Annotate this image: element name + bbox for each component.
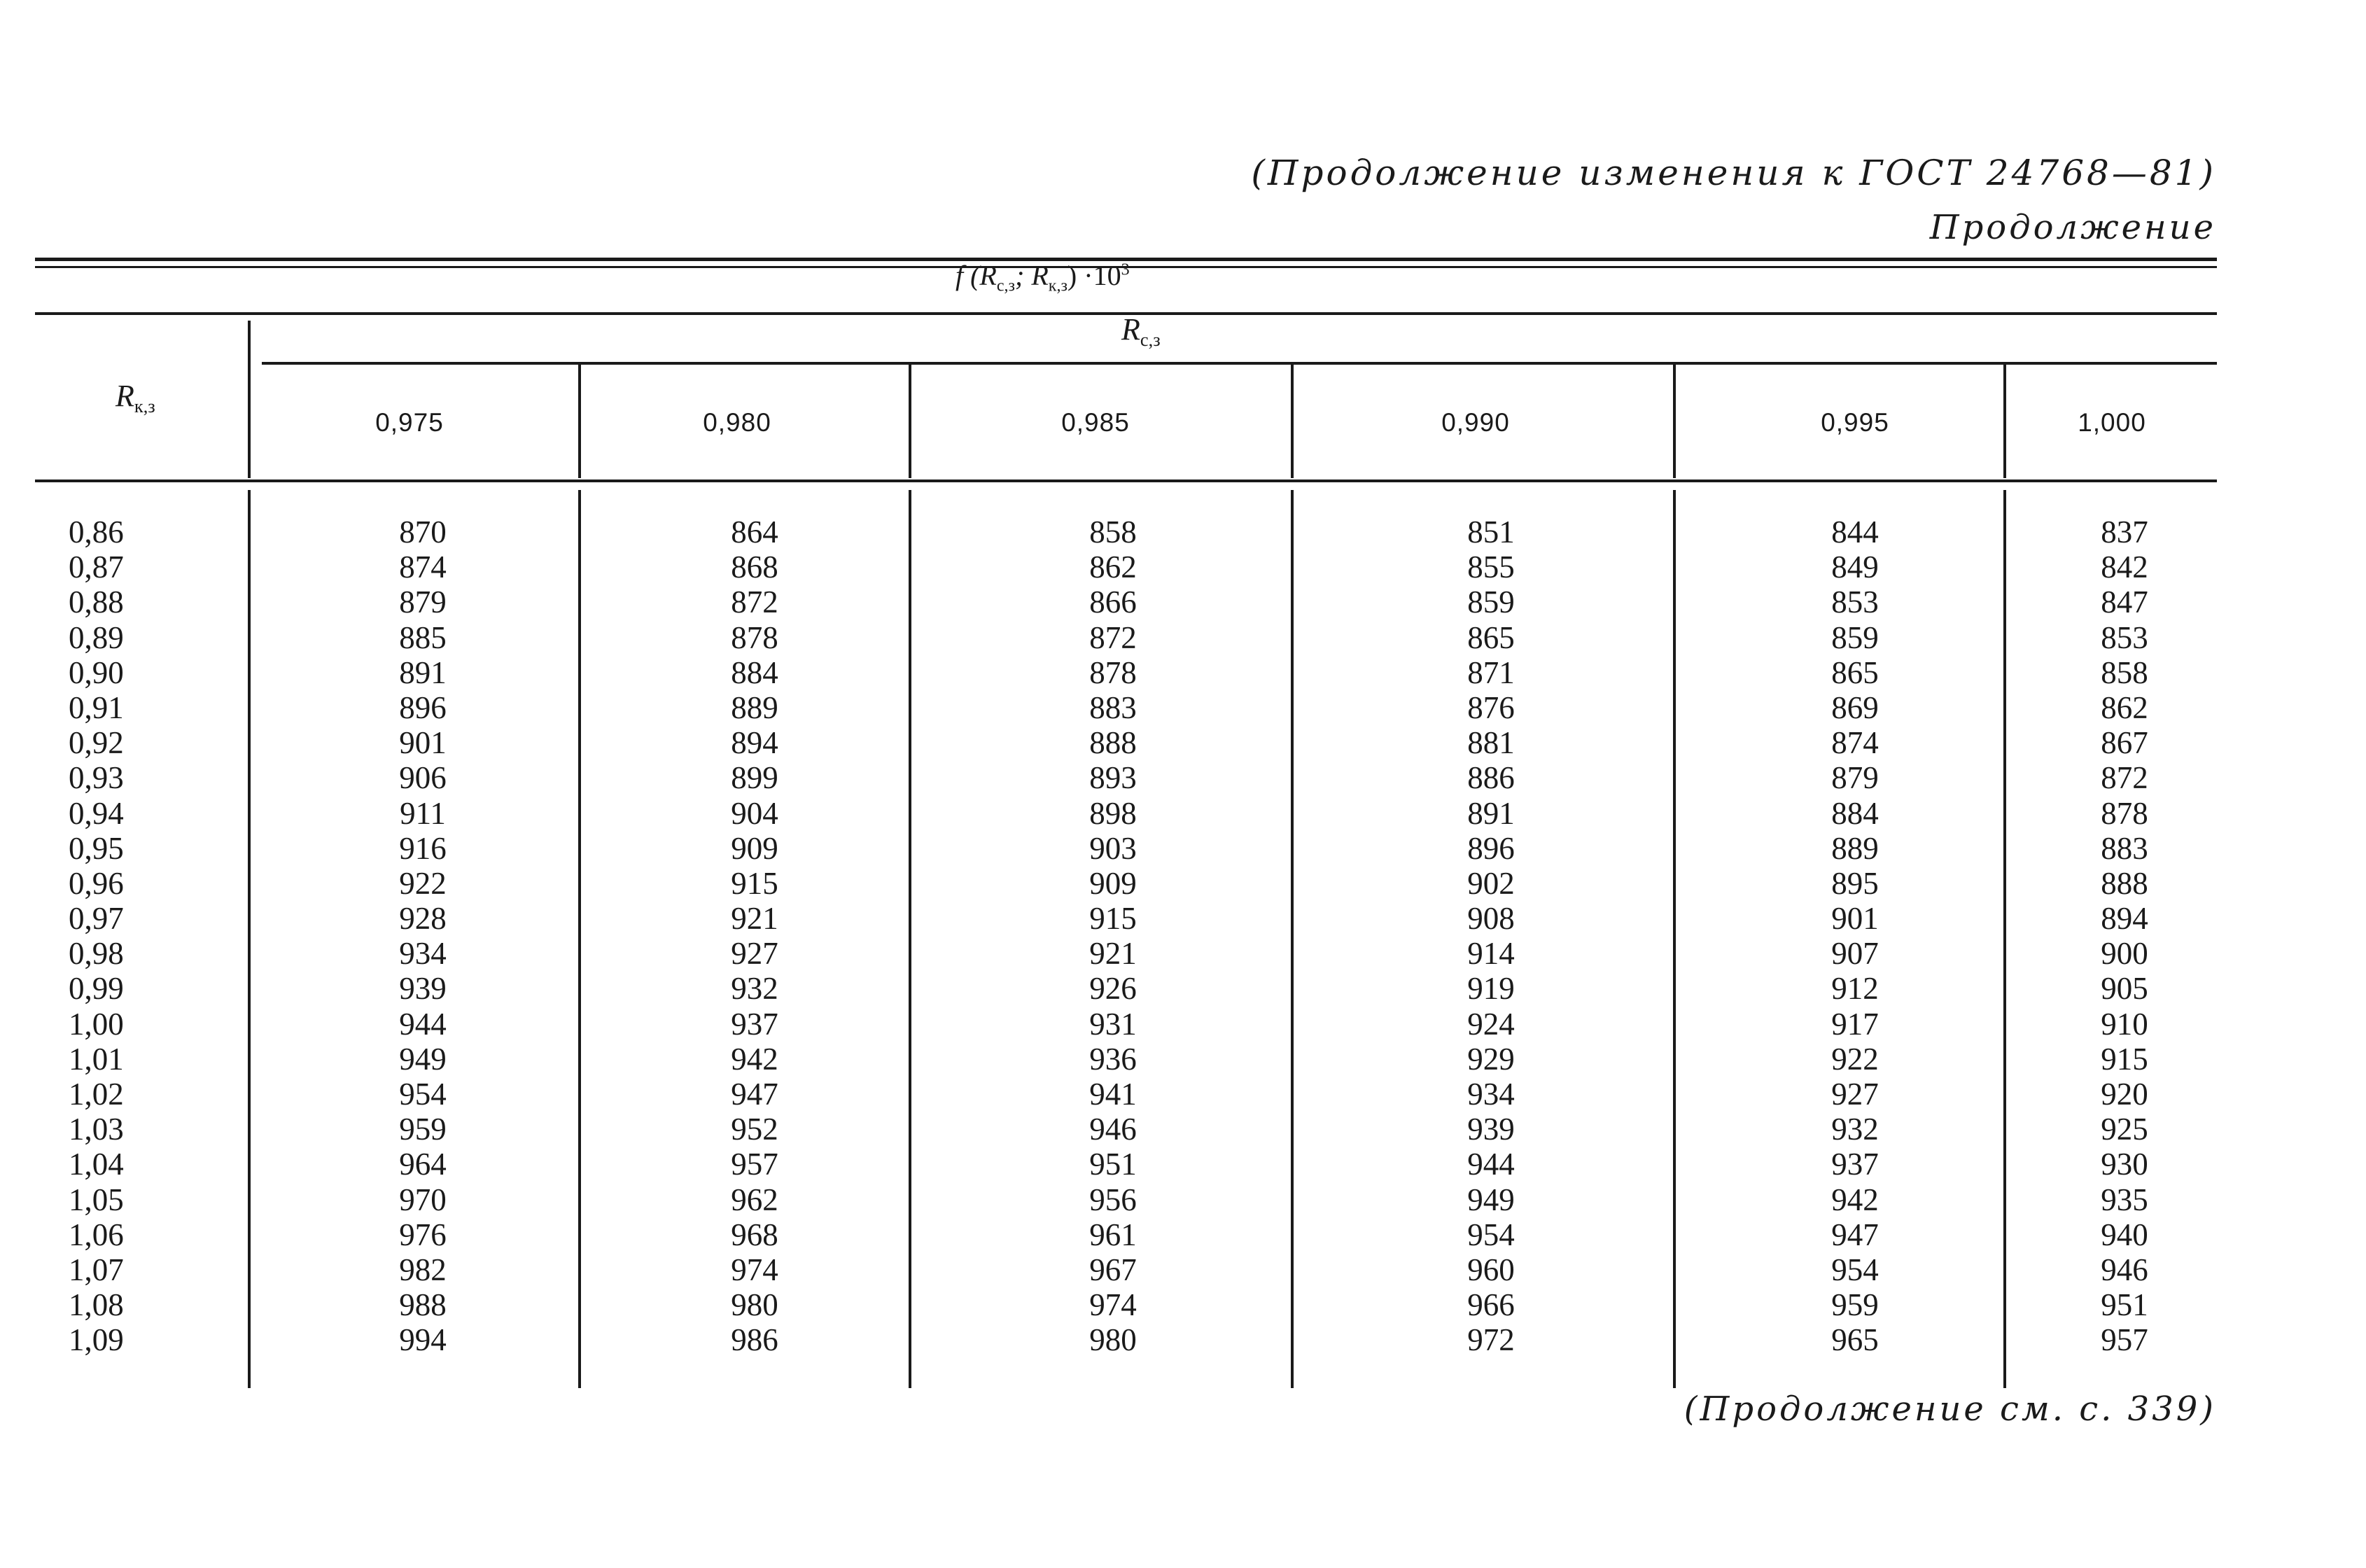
row-label: 0,87 — [69, 550, 124, 585]
row-label: 0,93 — [69, 760, 124, 796]
table-cell: 951 — [1089, 1147, 1137, 1182]
column-header: 0,980 — [703, 408, 771, 437]
table-cell: 954 — [1831, 1252, 1879, 1287]
table-cell: 879 — [1831, 760, 1879, 796]
row-header-divider — [248, 321, 251, 478]
table-cell: 855 — [1467, 550, 1515, 585]
table-cell: 928 — [399, 901, 447, 937]
table-cell: 894 — [2101, 901, 2148, 937]
table-cell: 881 — [1467, 725, 1515, 761]
table-cell: 849 — [1831, 550, 1879, 585]
table-cell: 885 — [399, 620, 447, 655]
table-cell: 889 — [1831, 830, 1879, 866]
table-cell: 872 — [731, 584, 778, 620]
row-label: 0,90 — [69, 654, 124, 690]
function-sub-2: к,з — [1048, 276, 1068, 295]
row-label: 1,05 — [69, 1182, 124, 1217]
table-cell: 954 — [1467, 1217, 1515, 1252]
row-label: 0,98 — [69, 936, 124, 972]
column-divider-body — [1673, 490, 1676, 1388]
column-divider-body — [2003, 490, 2006, 1388]
table-cell: 942 — [1831, 1182, 1879, 1217]
table-cell: 959 — [399, 1112, 447, 1147]
table-cell: 941 — [1089, 1077, 1137, 1112]
table-cell: 935 — [2101, 1182, 2148, 1217]
table-cell: 994 — [399, 1322, 447, 1358]
function-name: f (R — [955, 260, 997, 291]
column-header: 1,000 — [2078, 408, 2146, 437]
row-label: 1,03 — [69, 1112, 124, 1147]
value-column — [1400, 514, 1582, 1358]
row-label: 1,00 — [69, 1006, 124, 1042]
table-cell: 968 — [731, 1217, 778, 1252]
table-cell: 980 — [731, 1287, 778, 1323]
table-cell: 874 — [399, 550, 447, 585]
table-cell: 940 — [2101, 1217, 2148, 1252]
column-header: 0,990 — [1441, 408, 1510, 437]
table-cell: 851 — [1467, 514, 1515, 550]
table-cell: 954 — [399, 1077, 447, 1112]
row-label: 0,94 — [69, 795, 124, 831]
table-cell: 871 — [1467, 654, 1515, 690]
row-label: 0,99 — [69, 971, 124, 1007]
row-header — [115, 378, 155, 417]
table-cell: 966 — [1467, 1287, 1515, 1323]
table-cell: 888 — [2101, 865, 2148, 901]
table-cell: 884 — [1831, 795, 1879, 831]
table-cell: 886 — [1467, 760, 1515, 796]
table-cell: 931 — [1089, 1006, 1137, 1042]
table-cell: 862 — [1089, 550, 1137, 585]
table-cell: 859 — [1467, 584, 1515, 620]
table-cell: 952 — [731, 1112, 778, 1147]
table-cell: 865 — [1831, 654, 1879, 690]
table-cell: 837 — [2101, 514, 2148, 550]
table-cell: 960 — [1467, 1252, 1515, 1287]
table-cell: 864 — [731, 514, 778, 550]
table-cell: 959 — [1831, 1287, 1879, 1323]
table-cell: 916 — [399, 830, 447, 866]
table-cell: 961 — [1089, 1217, 1137, 1252]
table-cell: 888 — [1089, 725, 1137, 761]
value-column — [1022, 514, 1204, 1358]
table-cell: 932 — [1831, 1112, 1879, 1147]
table-cell: 853 — [1831, 584, 1879, 620]
table-cell: 964 — [399, 1147, 447, 1182]
table-cell: 858 — [2101, 654, 2148, 690]
column-divider — [578, 364, 581, 478]
function-sub-1: с,з — [996, 276, 1016, 295]
row-label: 0,95 — [69, 830, 124, 866]
table-cell: 937 — [1831, 1147, 1879, 1182]
row-label: 0,91 — [69, 690, 124, 725]
table-cell: 894 — [731, 725, 778, 761]
table-cell: 876 — [1467, 690, 1515, 725]
table-cell: 922 — [1831, 1041, 1879, 1077]
table-cell: 949 — [1467, 1182, 1515, 1217]
table-cell: 919 — [1467, 971, 1515, 1007]
row-header-sub: к,з — [134, 396, 155, 417]
table-cell: 907 — [1831, 936, 1879, 972]
row-label: 0,97 — [69, 901, 124, 937]
table-cell: 883 — [2101, 830, 2148, 866]
table-cell: 924 — [1467, 1006, 1515, 1042]
table-cell: 842 — [2101, 550, 2148, 585]
row-labels-column — [69, 514, 124, 1358]
table-cell: 904 — [731, 795, 778, 831]
table-cell: 911 — [400, 795, 446, 831]
table-cell: 899 — [731, 760, 778, 796]
function-separator: ; R — [1015, 260, 1049, 291]
table-cell: 884 — [731, 654, 778, 690]
table-cell: 883 — [1089, 690, 1137, 725]
row-label: 1,08 — [69, 1287, 124, 1323]
table-cell: 970 — [399, 1182, 447, 1217]
table-cell: 896 — [1467, 830, 1515, 866]
table-cell: 909 — [731, 830, 778, 866]
row-header-base: R — [115, 379, 134, 413]
row-label: 0,92 — [69, 725, 124, 761]
column-divider-body — [1291, 490, 1294, 1388]
table-cell: 957 — [731, 1147, 778, 1182]
table-cell: 929 — [1467, 1041, 1515, 1077]
table-cell: 949 — [399, 1041, 447, 1077]
table-cell: 869 — [1831, 690, 1879, 725]
row-label: 1,07 — [69, 1252, 124, 1287]
table-cell: 865 — [1467, 620, 1515, 655]
table-cell: 947 — [1831, 1217, 1879, 1252]
table-cell: 878 — [2101, 795, 2148, 831]
table-cell: 988 — [399, 1287, 447, 1323]
table-cell: 914 — [1467, 936, 1515, 972]
table-cell: 912 — [1831, 971, 1879, 1007]
table-cell: 889 — [731, 690, 778, 725]
table-cell: 900 — [2101, 936, 2148, 972]
column-divider-body — [578, 490, 581, 1388]
table-cell: 893 — [1089, 760, 1137, 796]
table-cell: 847 — [2101, 584, 2148, 620]
table-cell: 872 — [1089, 620, 1137, 655]
column-divider — [1291, 364, 1294, 478]
table-cell: 915 — [2101, 1041, 2148, 1077]
value-column — [2033, 514, 2216, 1358]
table-cell: 951 — [2101, 1287, 2148, 1323]
table-cell: 967 — [1089, 1252, 1137, 1287]
function-multiplier: ) ·10 — [1067, 260, 1121, 291]
table-cell: 902 — [1467, 865, 1515, 901]
continuation-note: (Продолжение изменения к ГОСТ 24768—81) — [1251, 153, 2216, 193]
group-header-sub: с,з — [1140, 329, 1161, 351]
table-cell: 934 — [399, 936, 447, 972]
table-cell: 976 — [399, 1217, 447, 1252]
table-cell: 944 — [1467, 1147, 1515, 1182]
row-label: 1,02 — [69, 1077, 124, 1112]
table-cell: 962 — [731, 1182, 778, 1217]
table-cell: 896 — [399, 690, 447, 725]
table-cell: 956 — [1089, 1182, 1137, 1217]
table-cell: 946 — [1089, 1112, 1137, 1147]
function-header — [955, 259, 1130, 295]
table-cell: 974 — [731, 1252, 778, 1287]
table-cell: 925 — [2101, 1112, 2148, 1147]
table-cell: 858 — [1089, 514, 1137, 550]
row-header-divider-body — [248, 490, 251, 1388]
table-cell: 915 — [731, 865, 778, 901]
value-column — [332, 514, 514, 1358]
table-cell: 859 — [1831, 620, 1879, 655]
table-cell: 915 — [1089, 901, 1137, 937]
table-cell: 934 — [1467, 1077, 1515, 1112]
table-continued-label: Продолжение — [1929, 208, 2216, 247]
row-label: 1,04 — [69, 1147, 124, 1182]
group-header-base: R — [1121, 312, 1140, 346]
table-cell: 844 — [1831, 514, 1879, 550]
table-cell: 891 — [1467, 795, 1515, 831]
table-cell: 927 — [731, 936, 778, 972]
table-cell: 927 — [1831, 1077, 1879, 1112]
table-cell: 921 — [731, 901, 778, 937]
table-cell: 891 — [399, 654, 447, 690]
table-cell: 926 — [1089, 971, 1137, 1007]
table-cell: 868 — [731, 550, 778, 585]
column-header: 0,975 — [375, 408, 444, 437]
header-bottom-rule — [35, 479, 2217, 482]
table-cell: 905 — [2101, 971, 2148, 1007]
table-cell: 946 — [2101, 1252, 2148, 1287]
table-cell: 942 — [731, 1041, 778, 1077]
table-cell: 932 — [731, 971, 778, 1007]
table-cell: 939 — [399, 971, 447, 1007]
table-cell: 866 — [1089, 584, 1137, 620]
table-cell: 901 — [399, 725, 447, 761]
table-cell: 853 — [2101, 620, 2148, 655]
row-label: 0,89 — [69, 620, 124, 655]
row-label: 1,01 — [69, 1041, 124, 1077]
table-cell: 982 — [399, 1252, 447, 1287]
table-cell: 986 — [731, 1322, 778, 1358]
row-label: 0,88 — [69, 584, 124, 620]
table-cell: 910 — [2101, 1006, 2148, 1042]
group-header — [1121, 312, 1161, 351]
table-cell: 870 — [399, 514, 447, 550]
table-cell: 920 — [2101, 1077, 2148, 1112]
column-divider — [1673, 364, 1676, 478]
table-cell: 957 — [2101, 1322, 2148, 1358]
table-cell: 903 — [1089, 830, 1137, 866]
table-cell: 906 — [399, 760, 447, 796]
row-label: 0,96 — [69, 865, 124, 901]
table-cell: 895 — [1831, 865, 1879, 901]
table-cell: 872 — [2101, 760, 2148, 796]
table-cell: 936 — [1089, 1041, 1137, 1077]
table-cell: 879 — [399, 584, 447, 620]
row-label: 1,09 — [69, 1322, 124, 1358]
column-divider — [909, 364, 911, 478]
table-cell: 922 — [399, 865, 447, 901]
table-cell: 878 — [1089, 654, 1137, 690]
table-cell: 867 — [2101, 725, 2148, 761]
table-cell: 939 — [1467, 1112, 1515, 1147]
row-label: 0,86 — [69, 514, 124, 550]
footer-continuation-note: (Продолжение см. с. 339) — [1684, 1390, 2216, 1429]
table-cell: 980 — [1089, 1322, 1137, 1358]
table-cell: 974 — [1089, 1287, 1137, 1323]
table-cell: 878 — [731, 620, 778, 655]
table-cell: 909 — [1089, 865, 1137, 901]
value-column — [1764, 514, 1946, 1358]
function-power: 3 — [1121, 260, 1130, 279]
column-header: 0,985 — [1061, 408, 1130, 437]
table-cell: 947 — [731, 1077, 778, 1112]
column-divider — [2003, 364, 2006, 478]
column-header: 0,995 — [1821, 408, 1889, 437]
row-label: 1,06 — [69, 1217, 124, 1252]
table-cell: 901 — [1831, 901, 1879, 937]
table-cell: 874 — [1831, 725, 1879, 761]
column-divider-body — [909, 490, 911, 1388]
table-cell: 921 — [1089, 936, 1137, 972]
table-cell: 917 — [1831, 1006, 1879, 1042]
table-cell: 862 — [2101, 690, 2148, 725]
table-cell: 937 — [731, 1006, 778, 1042]
table-cell: 930 — [2101, 1147, 2148, 1182]
table-cell: 908 — [1467, 901, 1515, 937]
group-header-rule — [262, 362, 2217, 365]
table-cell: 965 — [1831, 1322, 1879, 1358]
table-cell: 898 — [1089, 795, 1137, 831]
table-cell: 944 — [399, 1006, 447, 1042]
table-cell: 972 — [1467, 1322, 1515, 1358]
value-column — [664, 514, 846, 1358]
